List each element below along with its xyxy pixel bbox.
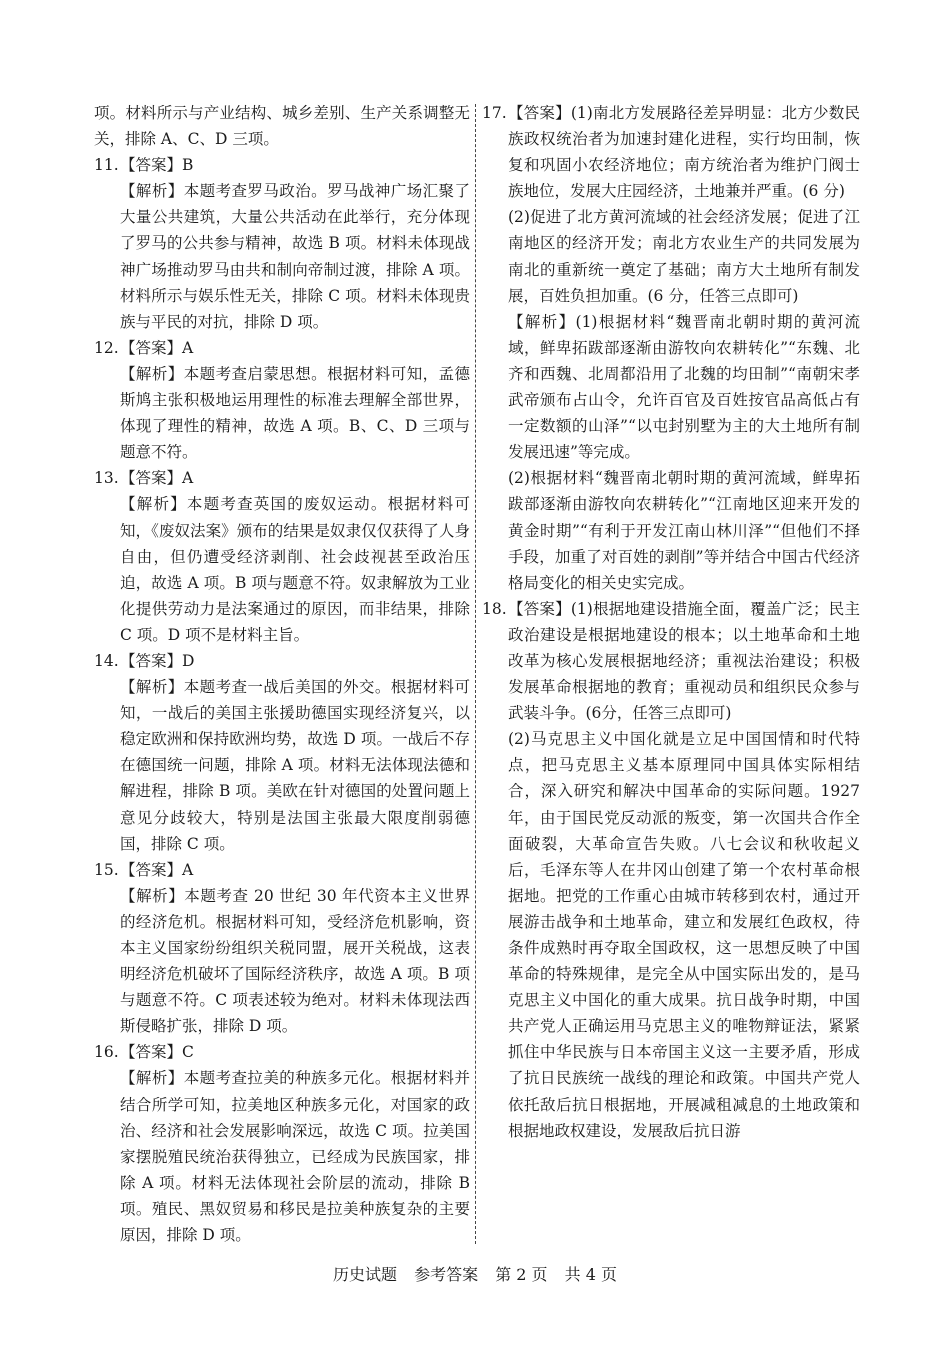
- answer-part: (2)马克思主义中国化就是立足中国国情和时代特点，把马克思主义基本原理同中国具体实际相结合，深入研究和解决中国革命的实际问题。1927 年，由于国民党反动派的叛变，第一次国共合作全面破裂，大革命宣告失败。八七会议和秋收起义后，毛泽东等人在井冈山创建了第一个农村革命根据地。把党的工作重心由城市转移到农村，通过开展游击战争和土地革命，建立和发展红色政权，待条件成熟时再夺取全国政权，这一思想反映了中国革命的特殊规律，是完全从中国实际出发的，是马克思主义中国化的重大成果。抗日战争时期，中国共产党人正确运用马克思主义的唯物辩证法，紧紧抓住中华民族与日本帝国主义这一主要矛盾，形成了抗日民族统一战线的理论和政策。中国共产党人依托敌后抗日根据地，开展减租减息的土地政策和根据地政权建设，发展敌后抗日游: [508, 730, 860, 1140]
- analysis-block: 【解析】本题考查 20 世纪 30 年代资本主义世界的经济危机。根据材料可知，受经济危机影响，资本主义国家纷纷组织关税同盟，展开关税战，这表明经济危机破坏了国际经济秩序，故选 A 项。B 项与题意不符。C 项表述较为绝对。材料未体现法西斯侵略扩张，排除 D 项。: [120, 886, 470, 1036]
- column-divider: [475, 104, 476, 1244]
- answer-text: 【答案】D: [120, 651, 195, 670]
- answer-text: 【答案】A: [120, 860, 194, 879]
- answer-item-14: [94, 648, 470, 674]
- answer-item-16: [94, 1039, 470, 1065]
- answer-text: 【答案】B: [120, 156, 194, 175]
- footer-doc-title: 参考答案: [414, 1265, 479, 1284]
- answer-item-18: [482, 596, 860, 726]
- analysis-block: 【解析】(1)根据材料“魏晋南北朝时期的黄河流域，鲜卑拓跋部逐渐由游牧向农耕转化”“东魏、北齐和西魏、北周都沿用了北魏的均田制”“南朝宋孝武帝颁布占山令，允许百官及百姓按官品高低占有一定数额的山泽”“以屯封别墅为主的大土地所有制发展迅速”等完成。: [508, 312, 860, 462]
- footer-total-pages: 共 4 页: [564, 1265, 618, 1284]
- analysis-block: 【解析】本题考查拉美的种族多元化。根据材料并结合所学可知，拉美地区种族多元化，对国家的政治、经济和社会发展影响深远，故选 C 项。拉美国家摆脱殖民统治获得独立，已经成为民族国家，排除 A 项。材料无法体现社会阶层的流动，排除 B 项。殖民、黑奴贸易和移民是拉美种族复杂的主要原因，排除 D 项。: [120, 1069, 470, 1245]
- answer-item-15: [94, 857, 470, 883]
- left-column: [94, 100, 470, 1248]
- analysis-block: 【解析】本题考查启蒙思想。根据材料可知，孟德斯鸠主张积极地运用理性的标准去理解全部世界，体现了理性的精神，故选 A 项。B、C、D 三项与题意不符。: [120, 364, 470, 462]
- answer-item-12: [94, 335, 470, 361]
- analysis-block: 【解析】本题考查一战后美国的外交。根据材料可知，一战后的美国主张援助德国实现经济复兴，以稳定欧洲和保持欧洲均势，故选 D 项。一战后不存在德国统一问题，排除 A 项。材料无法体现法德和解进程，排除 B 项。美欧在针对德国的处置问题上意见分歧较大，特别是法国主张最大限度削弱德国，排除 C 项。: [120, 678, 470, 853]
- answer-item-13: [94, 465, 470, 491]
- answer-text: 【答案】C: [120, 1043, 194, 1062]
- analysis-block: 【解析】本题考查罗马政治。罗马战神广场汇聚了大量公共建筑，大量公共活动在此举行，充分体现了罗马的公共参与精神，故选 B 项。材料未体现战神广场推动罗马由共和制向帝制过渡，排除 A 项。材料所示与娱乐性无关，排除 C 项。材料未体现贵族与平民的对抗，排除 D 项。: [120, 182, 470, 331]
- question-number: 17.: [482, 104, 507, 122]
- footer-page-number: 第 2 页: [495, 1265, 548, 1284]
- answer-text: 【答案】A: [120, 338, 194, 357]
- question-number: 16.: [94, 1043, 119, 1062]
- answer-text: 【答案】A: [120, 469, 194, 488]
- answer-item-17: [482, 100, 860, 204]
- answer-text: 【答案】(1)根据地建设措施全面，覆盖广泛；民主政治建设是根据地建设的根本；以土地革命和土地改革为核心发展根据地经济；重视法治建设；积极发展革命根据地的教育；重视动员和组织民众参与武装斗争。(6分，任答三点即可): [508, 599, 860, 723]
- text-block: 项。材料所示与产业结构、城乡差别、生产关系调整无关，排除 A、C、D 三项。: [94, 104, 470, 149]
- answer-item-11: [94, 152, 470, 178]
- analysis-block: (2)根据材料“魏晋南北朝时期的黄河流域，鲜卑拓跋部逐渐由游牧向农耕转化”“江南地区迎来开发的黄金时期”“有利于开发江南山林川泽”“但他们不择手段，加重了对百姓的剥削”等并结合中国古代经济格局变化的相关史实完成。: [508, 469, 860, 592]
- answer-part: (2)促进了北方黄河流域的社会经济发展；促进了江南地区的经济开发；南北方农业生产的共同发展为南北的重新统一奠定了基础；南方大土地所有制发展，百姓负担加重。(6 分，任答三点即可): [508, 208, 860, 305]
- right-column: [482, 100, 860, 1144]
- question-number: 15.: [94, 860, 119, 879]
- question-number: 12.: [94, 338, 119, 357]
- question-number: 14.: [94, 651, 119, 670]
- page-footer: [0, 1262, 950, 1285]
- analysis-block: 【解析】本题考查英国的废奴运动。根据材料可知，《废奴法案》颁布的结果是奴隶仅仅获得了人身自由，但仍遭受经济剥削、社会歧视甚至政治压迫，故选 A 项。B 项与题意不符。奴隶解放为工业化提供劳动力是法案通过的原因，而非结果，排除 C 项。D 项不是材料主旨。: [120, 495, 470, 644]
- question-number: 13.: [94, 469, 119, 488]
- answer-text: 【答案】(1)南北方发展路径差异明显：北方少数民族政权统治者为加速封建化进程，实行均田制，恢复和巩固小农经济地位；南方统治者为维护门阀士族地位，发展大庄园经济，土地兼并严重。(6 分): [508, 104, 860, 201]
- question-number: 11.: [94, 156, 119, 175]
- question-number: 18.: [482, 599, 507, 618]
- footer-subject: 历史试题: [332, 1265, 397, 1284]
